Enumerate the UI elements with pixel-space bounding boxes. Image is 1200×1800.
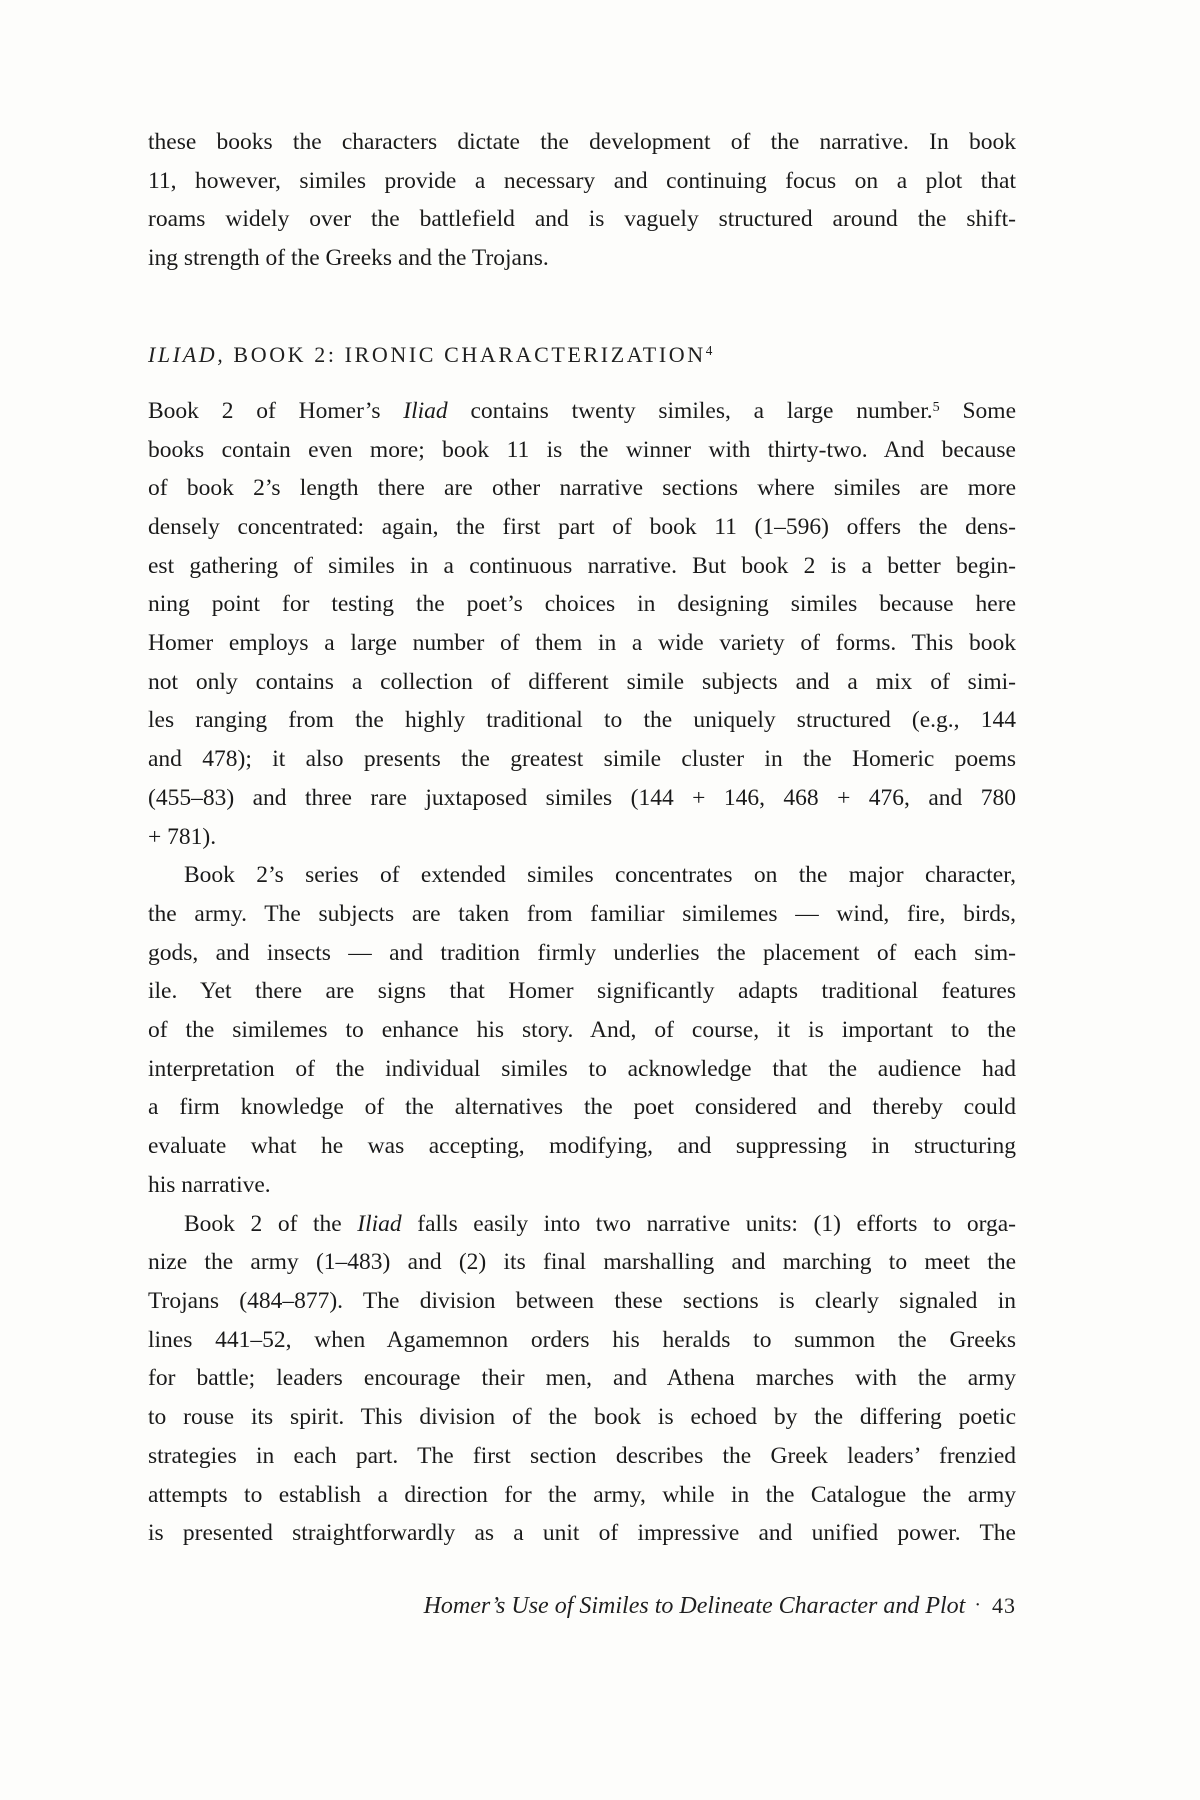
- text-line: (455–83) and three rare juxtaposed similes (144 + 146, 468 + 476, and 780: [148, 784, 1016, 811]
- text-line: lines 441–52, when Agamemnon orders his heralds to summon the Greeks: [148, 1326, 1016, 1353]
- text-line: to rouse its spirit. This division of the book is echoed by the differing poetic: [148, 1404, 1016, 1431]
- text-line: of the similemes to enhance his story. And, of course, it is important to the: [148, 1017, 1016, 1044]
- paragraph: [148, 1205, 1016, 1553]
- text-line: Book 2’s series of extended similes concentrates on the major character,: [184, 862, 1016, 889]
- text-line: of book 2’s length there are other narrative sections where similes are more: [148, 475, 1016, 502]
- text-line: Trojans (484–877). The division between these sections is clearly signaled in: [148, 1287, 1016, 1314]
- running-footer-title: Homer’s Use of Similes to Delineate Character and Plot: [423, 1593, 966, 1619]
- text-line: Book 2 of Homer’s Iliad contains twenty similes, a large number.$^5$ Some: [148, 397, 1016, 424]
- text-line: interpretation of the individual similes to acknowledge that the audience had: [148, 1055, 1016, 1082]
- text-column: [148, 123, 1016, 1553]
- text-line: + 781).: [148, 823, 217, 850]
- text-line: roams widely over the battlefield and is vaguely structured around the shift-: [148, 206, 1016, 233]
- text-line: Homer employs a large number of them in a wide variety of forms. This book: [148, 630, 1016, 657]
- text-line: ing strength of the Greeks and the Trojans.: [148, 245, 549, 272]
- heading-text: BOOK 2: IRONIC CHARACTERIZATION: [225, 341, 706, 367]
- text-line: est gathering of similes in a continuous narrative. But book 2 is a better begin-: [148, 552, 1016, 579]
- text-line: ning point for testing the poet’s choices in designing similes because here: [148, 591, 1016, 618]
- page-number: 43: [992, 1593, 1016, 1618]
- text-line: 11, however, similes provide a necessary and continuing focus on a plot that: [148, 167, 1016, 194]
- heading-footnote-ref: 4: [705, 342, 713, 358]
- heading-italic-word: ILIAD,: [148, 341, 226, 367]
- text-line: not only contains a collection of different simile subjects and a mix of simi-: [148, 668, 1016, 695]
- footer-separator-dot: ·: [974, 1594, 981, 1616]
- text-line: a firm knowledge of the alternatives the poet considered and thereby could: [148, 1094, 1016, 1121]
- paragraph-lead: [148, 123, 1016, 278]
- text-line: these books the characters dictate the development of the narrative. In book: [148, 129, 1016, 155]
- text-line: books contain even more; book 11 is the winner with thirty-two. And because: [148, 436, 1016, 463]
- section-heading: [148, 340, 1016, 370]
- text-line: the army. The subjects are taken from familiar similemes — wind, fire, birds,: [148, 900, 1016, 927]
- text-line: evaluate what he was accepting, modifying, and suppressing in structuring: [148, 1133, 1016, 1160]
- text-line: and 478); it also presents the greatest simile cluster in the Homeric poems: [148, 746, 1016, 773]
- text-line: les ranging from the highly traditional to the uniquely structured (e.g., 144: [148, 707, 1016, 734]
- running-footer: [148, 1588, 1016, 1623]
- paragraph: [148, 856, 1016, 1204]
- text-line: is presented straightforwardly as a unit of impressive and unified power. The: [148, 1520, 1016, 1547]
- text-line: strategies in each part. The first section describes the Greek leaders’ frenzied: [148, 1442, 1016, 1469]
- text-line: his narrative.: [148, 1171, 271, 1198]
- text-line: densely concentrated: again, the first part of book 11 (1–596) offers the dens-: [148, 513, 1016, 540]
- paragraph: [148, 392, 1016, 856]
- text-line: nize the army (1–483) and (2) its final marshalling and marching to meet the: [148, 1249, 1016, 1276]
- text-line: ile. Yet there are signs that Homer significantly adapts traditional features: [148, 978, 1016, 1005]
- text-line: gods, and insects — and tradition firmly underlies the placement of each sim-: [148, 939, 1016, 966]
- text-line: Book 2 of the Iliad falls easily into two narrative units: (1) efforts to orga-: [184, 1210, 1017, 1237]
- text-line: for battle; leaders encourage their men, and Athena marches with the army: [148, 1365, 1016, 1392]
- text-line: attempts to establish a direction for the army, while in the Catalogue the army: [148, 1481, 1016, 1508]
